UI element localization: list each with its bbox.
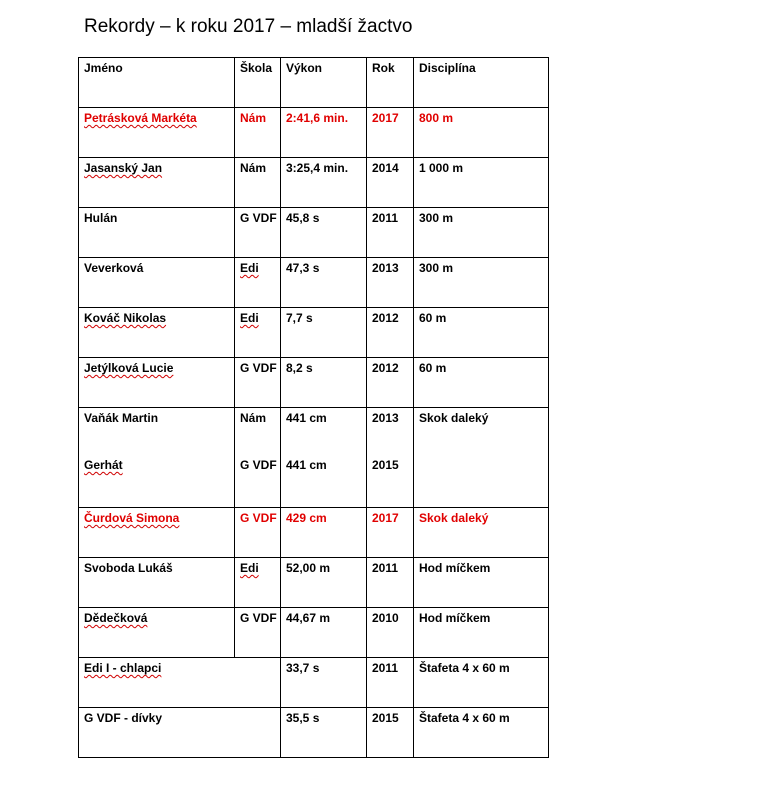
year-cell: 2013 [367, 258, 414, 308]
athlete-name: Dědečková [79, 608, 235, 658]
performance-cell: 7,7 s [281, 308, 367, 358]
discipline-cell: Skok daleký [414, 508, 549, 558]
discipline-cell: Skok daleký [414, 408, 549, 508]
athlete-name: Petrásková Markéta [79, 108, 235, 158]
relay-row [79, 708, 549, 758]
header-school: Škola [235, 58, 281, 108]
discipline-cell: 300 m [414, 258, 549, 308]
performance-cell: 47,3 s [281, 258, 367, 308]
header-discipline: Disciplína [414, 58, 549, 108]
performance-cell: 429 cm [281, 508, 367, 558]
year-cell: 2011 [367, 658, 414, 708]
athlete-name: Čurdová Simona [79, 508, 235, 558]
school-first: Nám [240, 411, 267, 425]
record-row [79, 358, 549, 408]
discipline-cell: Štafeta 4 x 60 m [414, 658, 549, 708]
performance-cell: 52,00 m [281, 558, 367, 608]
header-performance: Výkon [281, 58, 367, 108]
record-row [79, 508, 549, 558]
record-row [79, 158, 549, 208]
performance-cell: 8,2 s [281, 358, 367, 408]
performance-second: 441 cm [286, 458, 327, 472]
athlete-name: Kováč Nikolas [79, 308, 235, 358]
athlete-name: Jasanský Jan [79, 158, 235, 208]
header-year: Rok [367, 58, 414, 108]
discipline-cell: 300 m [414, 208, 549, 258]
athlete-name: Hulán [79, 208, 235, 258]
discipline-cell: 1 000 m [414, 158, 549, 208]
year-second: 2015 [372, 458, 399, 472]
year-cell: 2017 [367, 108, 414, 158]
school-cell [235, 408, 281, 508]
record-row [79, 608, 549, 658]
header-row [79, 58, 549, 108]
performance-cell: 35,5 s [281, 708, 367, 758]
athlete-name-second: Gerhát [84, 458, 123, 472]
discipline-cell: Hod míčkem [414, 608, 549, 658]
performance-cell [281, 408, 367, 508]
header-name: Jméno [79, 58, 235, 108]
year-cell: 2014 [367, 158, 414, 208]
records-table [78, 57, 549, 758]
year-cell: 2017 [367, 508, 414, 558]
discipline-cell: 60 m [414, 358, 549, 408]
record-row [79, 258, 549, 308]
school-cell: Edi [235, 258, 281, 308]
record-row [79, 558, 549, 608]
year-cell: 2010 [367, 608, 414, 658]
year-cell: 2015 [367, 708, 414, 758]
performance-cell: 33,7 s [281, 658, 367, 708]
record-row [79, 108, 549, 158]
relay-team: Edi I - chlapci [79, 658, 281, 708]
school-cell: Edi [235, 558, 281, 608]
discipline-cell: Štafeta 4 x 60 m [414, 708, 549, 758]
record-row [79, 208, 549, 258]
performance-cell: 44,67 m [281, 608, 367, 658]
athlete-name: Jetýlková Lucie [79, 358, 235, 408]
discipline-cell: Hod míčkem [414, 558, 549, 608]
year-first: 2013 [372, 411, 399, 425]
school-cell: Nám [235, 108, 281, 158]
performance-cell: 45,8 s [281, 208, 367, 258]
athlete-name: Svoboda Lukáš [79, 558, 235, 608]
relay-row [79, 658, 549, 708]
record-row [79, 308, 549, 358]
year-cell [367, 408, 414, 508]
year-cell: 2012 [367, 308, 414, 358]
athlete-name: Veverková [79, 258, 235, 308]
performance-cell: 3:25,4 min. [281, 158, 367, 208]
school-cell: G VDF [235, 358, 281, 408]
athlete-name [79, 408, 235, 508]
document-title: Rekordy – k roku 2017 – mladší žactvo [84, 16, 413, 37]
performance-cell: 2:41,6 min. [281, 108, 367, 158]
school-cell: G VDF [235, 208, 281, 258]
year-cell: 2011 [367, 208, 414, 258]
year-cell: 2011 [367, 558, 414, 608]
record-row-shared [79, 408, 549, 508]
discipline-cell: 800 m [414, 108, 549, 158]
year-cell: 2012 [367, 358, 414, 408]
discipline-cell: 60 m [414, 308, 549, 358]
school-cell: G VDF [235, 608, 281, 658]
school-cell: Edi [235, 308, 281, 358]
school-cell: Nám [235, 158, 281, 208]
performance-first: 441 cm [286, 411, 327, 425]
relay-team: G VDF - dívky [79, 708, 281, 758]
school-second: G VDF [240, 458, 277, 472]
school-cell: G VDF [235, 508, 281, 558]
athlete-name-first: Vaňák Martin [84, 411, 159, 425]
